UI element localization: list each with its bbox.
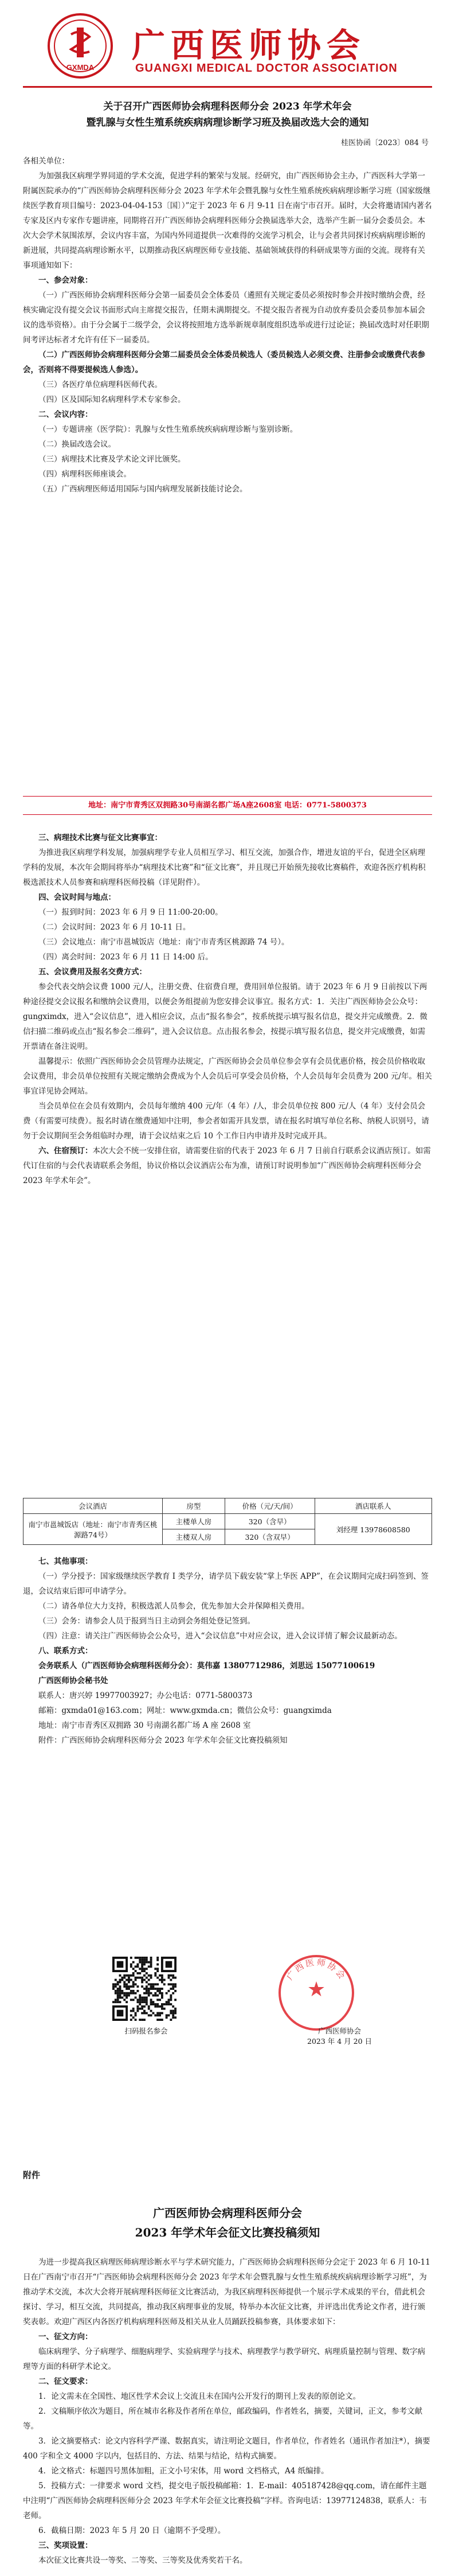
notice-title xyxy=(23,99,432,131)
paragraph: 邮箱：gxmda01@163.com；网址：www.gxmda.cn；微信公众号：guangximda xyxy=(38,1706,332,1715)
paragraph: （三）会务：请参会人员于报到当日主动到会务组处登记签到。 xyxy=(38,1617,255,1626)
section-heading: 三、奖项设置： xyxy=(38,2541,93,2550)
paragraph: 地址：南宁市青秀区双拥路 30 号南湖名都广场 A 座 2608 室 xyxy=(38,1721,251,1730)
table-header: 价格（元/天/间） xyxy=(225,1498,315,1514)
section-heading: 五、会议费用及报名交费方式： xyxy=(38,967,147,977)
paragraph: （四）注意：请关注广西医师协会公众号，进入“会议信息”中对应会议，进入会议详情了解会议最新动态。 xyxy=(38,1632,402,1641)
section-heading: 三、病理技术比赛与征文比赛事宜： xyxy=(38,833,162,842)
association-logo-icon xyxy=(46,11,115,80)
attachment-reference: 附件：广西医师协会病理科医师分会 2023 年学术年会征文比赛投稿须知 xyxy=(38,1736,288,1745)
table-header: 酒店联系人 xyxy=(315,1498,432,1514)
paragraph: 4．论文格式：标题四号黑体加粗，正文小号宋体，用 word 文档格式，A4 纸编排。 xyxy=(38,2466,329,2476)
notice-title-line-2: 暨乳腺与女性生殖系统疾病病理诊断学习班及换届改选大会的通知 xyxy=(86,117,369,128)
paragraph: 5．投稿方式：一律要求 word 文档，提交电子版投稿邮箱：1．E-mail：405187428@qq.com，请在邮件主题中注明“广西医师协会病理科医师分会 2023 年学术年会征文比赛投稿”字样。咨询电话：13977124838，联系人：韦老师。 xyxy=(23,2481,427,2520)
qr-caption: 扫码报名参会 xyxy=(124,2027,168,2035)
paragraph: （二）请各单位大力支持，积极选派人员参会，优先参加大会并保障相关费用。 xyxy=(38,1602,309,1611)
notice-body-part-2 xyxy=(23,830,432,1188)
room-price-cell: 320（含早） xyxy=(225,1514,315,1529)
section-heading: 一、参会对象： xyxy=(38,276,93,285)
section-heading: 八、联系方式： xyxy=(38,1646,93,1656)
paragraph: 本次征文比赛共设一等奖、二等奖、三等奖及优秀奖若干名。 xyxy=(38,2556,248,2565)
paragraph: 会务联系人（广西医师协会病理科医师分会）：莫伟嘉 13807712986，刘思远 15077100619 xyxy=(38,1661,375,1671)
paragraph: 1．论文需未在全国性、地区性学术会议上交流且未在国内公开发行的期刊上发表的原创论文。 xyxy=(38,2392,361,2401)
table-header-row xyxy=(23,1498,432,1514)
greeting: 各相关单位： xyxy=(23,157,69,166)
association-english-name: GUANGXI MEDICAL DOCTOR ASSOCIATION xyxy=(135,62,398,75)
notice-body-part-1 xyxy=(23,154,432,497)
paragraph: 联系人：唐兴婷 19977003927；办公电话：0771-5800373 xyxy=(38,1691,253,1700)
divider xyxy=(23,796,432,797)
intro-paragraph: 为加强我区病理学界同道的学术交流，促进学科的繁荣与发展。经研究，由广西医师协会主办，广西医科大学第一附属医院承办的“广西医师协会病理科医师分会 2023 年学术年会暨乳腺与女性生殖系统疾病病理诊断学习班（国家级继续医学教育项目编号：2023-04-04-153〔国〕）”定于 2023 年 6 月 9-11 日在南宁市召开。届时，大会将邀请国内著名专家及区内专家作专题讲座，同期将召开广西医师协会病理科医师分会换届选举大会，选举产生新一届分会委员会。本次大会学术氛围浓厚，会议内容丰富，为国内外同道提供一次难得的交流学习机会，让与会者共同探讨疾病病理诊断的新进展，共同提高病理诊断水平，以期推动我区病理医师专业技能、基础领域获得的科研成果等方面的交流。现将有关事项通知如下： xyxy=(23,171,432,270)
divider xyxy=(23,814,432,815)
issue-date xyxy=(307,2025,372,2046)
venue-contact-line: 地址：南宁市青秀区双拥路30号南湖名都广场A座2608室 电话：0771-5800373 xyxy=(88,801,367,810)
paragraph: （一）广西医师协会病理科医师分会第一届委员会全体委员（遴照有关规定委员必须按时参会并按时缴纳会费，经核实确定没有提交会议书面形式向主席提交报告，任期未满期提交。不提交报告者视为自动放弃委员会委员参加本届会议的选举资格）。由于分会属于二级学会，会议将按照地方选举新规章制度组织选举或进行过论证；换届改选时对任职期间考评达标者才允许有任下一届委员。 xyxy=(23,291,429,345)
section-heading: 六、住宿预订： xyxy=(38,1146,93,1156)
paragraph: 参会代表交纳会议费 1000 元/人，注册交费、住宿费自理，费用回单位报销。请于 2023 年 6 月 9 日前按以下两种途径提交会议报名和缴纳会议费用，以便会务组提前为您安排会议事宜。报名方式：1．关注广西医师协会公众号：gungximdx，进入“会议信息”，进入相应会议，点击“报名参会”，按系统提示填写报名信息，提交并完成缴费。2．微信扫描二维码或点击“报名参会二维码”，进入会议信息。点击报名参会，按提示填写报名信息，提交并完成缴费，如需开票请在备注说明。 xyxy=(23,982,427,1051)
hotel-table xyxy=(23,1498,432,1545)
paragraph: （三）各医疗单位病理科医师代表。 xyxy=(38,380,162,389)
paragraph: 2．文稿顺序依次为题目，所在城市名称及作者所在单位，邮政编码，作者姓名，摘要，关键词，正文，参考文献等。 xyxy=(23,2407,423,2431)
letterhead xyxy=(23,11,432,92)
issuer-name: 广西医师协会 xyxy=(318,2027,362,2035)
paragraph: （四）离会时间：2023 年 6 月 11 日 14:00 后。 xyxy=(38,953,213,962)
svg-text:GXMDA: GXMDA xyxy=(66,63,95,72)
room-price-cell: 320（含双早） xyxy=(225,1529,315,1545)
official-seal-icon xyxy=(276,1953,356,2033)
paragraph: （三）病理技术比赛及学术论文评比颁奖。 xyxy=(38,455,186,464)
paragraph-emphasis: （二）广西医师协会病理科医师分会第二届委员会全体委员候选人（委员候选人必须交费、注册参会或缴费代表参会，否则将不得要提候选人参选）。 xyxy=(23,350,425,374)
table-header: 房型 xyxy=(163,1498,225,1514)
attachment-body xyxy=(23,2255,432,2568)
room-type-cell: 主楼单人房 xyxy=(163,1514,225,1529)
paragraph: （四）病理科医师座谈会。 xyxy=(38,470,131,479)
section-heading: 二、征文要求： xyxy=(38,2377,93,2386)
notice-body-part-3 xyxy=(23,1554,432,1748)
paragraph: 6．截稿日期：2023 年 5 月 20 日（逾期不予受理）。 xyxy=(38,2526,226,2535)
room-type-cell: 主楼双人房 xyxy=(163,1529,225,1545)
attachment-title-line-2: 2023 年学术年会征文比赛投稿须知 xyxy=(135,2226,320,2239)
paragraph: （一）报到时间：2023 年 6 月 9 日 11:00-20:00。 xyxy=(38,908,223,917)
paragraph: 3．论文摘要格式：论文内容科学严谨、数据真实，请注明论文题目，作者单位，作者姓名（通讯作者加注*），摘要 400 字和全文 4000 字以内，包括目的、方法、结果与结论，结构式摘要。 xyxy=(23,2437,430,2461)
section-heading: 四、会议时间与地点： xyxy=(38,893,116,902)
svg-text:★: ★ xyxy=(307,1978,326,2001)
paragraph: （四）区及国际知名病理科学术专家参会。 xyxy=(38,395,186,404)
paragraph: 当会员单位在会员有效期内，会员每年缴纳 400 元/年（4 年）/人，非会员单位按 800 元/人（4 年）支付会员会费（有需要可续费）。报名时请在缴费通知中注明，参会者如需开具发票，请在报名时填写单位名称、纳税人识别号，请勿于会议期间至会务组临时办理，请于会议结束之后 10 个工作日内申请并及时完成开具。 xyxy=(23,1102,429,1141)
paragraph: （一）专题讲座（医学院）：乳腺与女性生殖系统疾病病理诊断与鉴别诊断。 xyxy=(38,425,298,434)
section-heading: 二、会议内容： xyxy=(38,410,93,419)
notice-title-line-1: 关于召开广西医师协会病理科医师分会 2023 年学术年会 xyxy=(103,101,352,112)
document-number: 桂医协函〔2023〕084 号 xyxy=(340,139,429,147)
paragraph: 为推进我区病理学科发展，加强病理学专业人员相互学习、相互交流，加强合作，增进友谊的平台，促进全区病理学科的发展，本次年会期间将举办“病理技术比赛”和“征文比赛”，并且现已开始预先接收比赛稿件，欢迎各医疗机构积极选派技术人员参赛和病理科医师投稿（详见附件）。 xyxy=(23,848,426,887)
paragraph: 广西医师协会秘书处 xyxy=(38,1676,108,1685)
registration-qr-code-icon[interactable] xyxy=(112,1957,176,2021)
hotel-contact-cell: 刘经理 13978608580 xyxy=(315,1514,432,1545)
attachment-label: 附件 xyxy=(23,2170,41,2180)
paragraph: 为进一步提高我区病理医师病理诊断水平与学术研究能力，广西医师协会病理科医师分会定于 2023 年 6 月 10-11 日在广西南宁市召开“广西医师协会病理科医师分会 2023 年学术年会暨乳腺与女性生殖系统疾病病理诊断学习班”，为推动学术交流，本次大会将开展病理科医师征文比赛活动，为我区病理科医师提供一个展示学术成果的平台，借此机会探讨、学习，相互交流，共同提高，推动我区病理事业的发展，特举办本次征文比赛，并评选出优秀论文作者，进行颁奖表彰。欢迎广西区内各医疗机构病理科医师及相关从业人员踊跃投稿参赛，具体要求如下： xyxy=(23,2258,430,2327)
paragraph: （二）换届改选会议。 xyxy=(38,440,116,449)
svg-text:广西医师协会: 广西医师协会 xyxy=(284,1957,348,1982)
paragraph: 临床病理学、分子病理学、细胞病理学、实验病理学与技术、病理教学与教学研究、病理质量控制与管理、数字病理等方面的科研学术论文。 xyxy=(23,2347,425,2371)
paragraph: （二）会议时间：2023 年 6 月 10-11 日。 xyxy=(38,923,191,932)
paragraph: 温馨提示：依照广西医师协会会员管理办法规定，广西医师协会会员单位参会享有会员优惠价格，按会员价格收取会议费用，非会员单位按照有关规定缴纳会费成为个人会员后可享受会员价格，个人会员每年会员费为 200 元/年。相关事宜详见协会网站。 xyxy=(23,1057,432,1096)
paragraph: （五）广西病理医师适用国际与国内病理发展新技能讨论会。 xyxy=(38,485,248,494)
paragraph: （三）会议地点：南宁市邕城饭店（地址：南宁市青秀区桃源路 74 号）。 xyxy=(38,938,289,947)
attachment-title-line-1: 广西医师协会病理科医师分会 xyxy=(153,2206,302,2220)
section-heading: 一、征文方向： xyxy=(38,2332,93,2341)
hotel-name-cell: 南宁市邕城饭店（地址：南宁市青秀区桃源路74号） xyxy=(23,1514,163,1545)
paragraph: （一）学分授予：国家级继续医学教育 I 类学分，请学员下载安装“掌上华医 APP”，在会议期间完成扫码签到、签退，会议结束后即可申请学分。 xyxy=(23,1572,429,1596)
header-rule xyxy=(23,86,432,88)
section-heading: 七、其他事项： xyxy=(38,1557,93,1566)
date-text: 2023 年 4 月 20 日 xyxy=(307,2037,372,2046)
association-name: 广西医师协会 xyxy=(132,26,366,65)
table-row xyxy=(23,1514,432,1529)
table-header: 会议酒店 xyxy=(23,1498,163,1514)
attachment-title xyxy=(23,2203,432,2242)
lodging-paragraph xyxy=(23,1143,432,1188)
paragraph-text: 本次大会不统一安排住宿，请需要住宿的代表于 2023 年 6 月 7 日前自行联系会议酒店预订。如需代订住宿的与会代表请联系会务组，协议价格以会议酒店公布为准，请预订时说明参加“广西医师协会病理科医师分会 2023 年学术年会”。 xyxy=(23,1146,431,1185)
